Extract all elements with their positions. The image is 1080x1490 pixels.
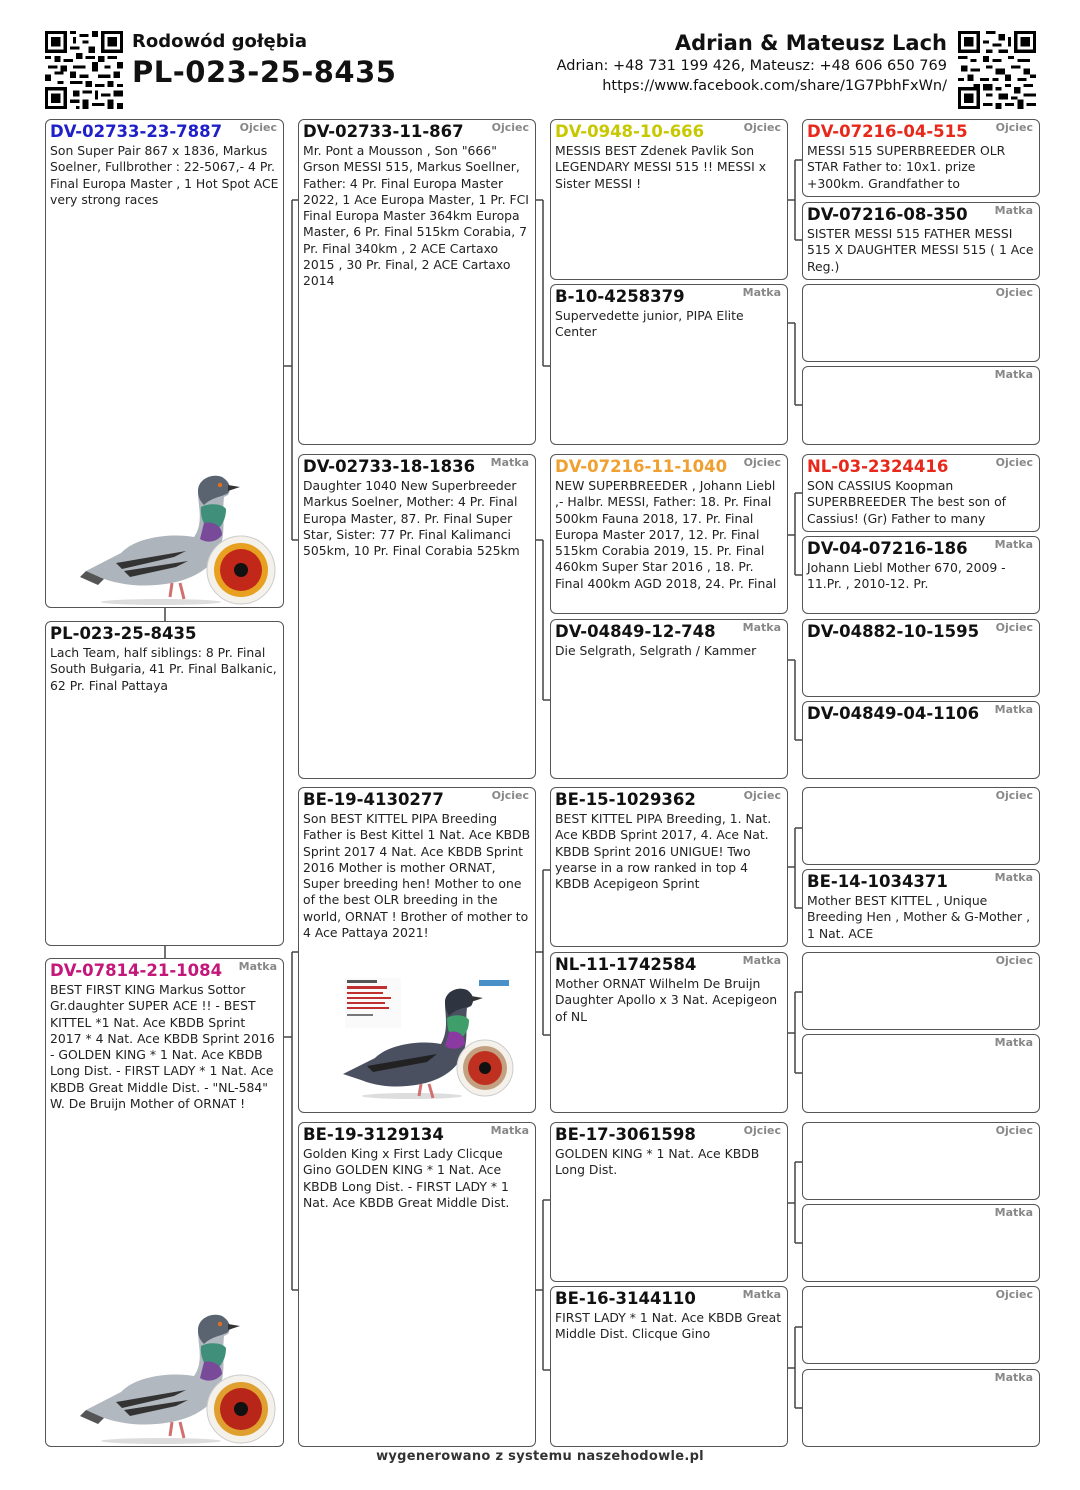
sex-label: Ojciec (995, 286, 1033, 299)
card-gen4-10[interactable] (802, 869, 1040, 947)
description: Son Super Pair 867 x 1836, Markus Soelner, Fullbrother : 22-5067,- 4 Pr. Final Europa Master , 1 Hot Spot ACE very strong races (50, 143, 279, 207)
pigeon-photo (76, 1304, 276, 1446)
ring-number: NL-03-2324416 (807, 457, 949, 476)
sex-label: Matka (994, 1371, 1033, 1384)
description: Supervedette junior, PIPA Elite Center (555, 308, 744, 340)
ring-number: DV-02733-23-7887 (50, 122, 223, 141)
card-gen4-12[interactable] (802, 1034, 1040, 1113)
description: Mother ORNAT Wilhelm De Bruijn Daughter Apollo x 3 Nat. Acepigeon of NL (555, 976, 778, 1024)
card-paternal-grandfather[interactable] (298, 119, 536, 445)
description: Golden King x First Lady Clicque Gino GOLDEN KING * 1 Nat. Ace KBDB Long Dist. - FIRST LADY * 1 Nat. Ace KBDB Great Middle Dist. (303, 1146, 510, 1210)
ring-number: BE-16-3144110 (555, 1289, 696, 1308)
ring-number: DV-04849-12-748 (555, 622, 716, 641)
breeder-phones: Adrian: +48 731 199 426, Mateusz: +48 606 650 769 (556, 58, 947, 74)
ring-number: NL-11-1742584 (555, 955, 697, 974)
card-ggen3-ffm[interactable] (550, 284, 788, 445)
sex-label: Matka (994, 1206, 1033, 1219)
footer-credit: wygenerowano z systemu naszehodowle.pl (376, 1449, 704, 1464)
ring-number: DV-07216-08-350 (807, 205, 968, 224)
description: Johann Liebl Mother 670, 2009 - 11.Pr. , 2010-12. Pr. (807, 560, 1006, 592)
description: SISTER MESSI 515 FATHER MESSI 515 X DAUGHTER MESSI 515 ( 1 Ace Reg.) (807, 226, 1034, 274)
sex-label: Ojciec (743, 456, 781, 469)
ring-number: BE-17-3061598 (555, 1125, 696, 1144)
description: GOLDEN KING * 1 Nat. Ace KBDB Long Dist. (555, 1146, 760, 1178)
sex-label: Ojciec (995, 954, 1033, 967)
description: Daughter 1040 New Superbreeder Markus Soelner, Mother: 4 Pr. Final Europa Master, 87. Pr. Final Super Star, Sister: 77 Pr. Final Kalimanci 505km, 10 Pr. Final Corabia 525km (303, 478, 520, 559)
subject-ring-number: PL-023-25-8435 (132, 55, 397, 89)
sex-label: Ojciec (743, 789, 781, 802)
card-gen4-15[interactable] (802, 1286, 1040, 1364)
card-gen4-1[interactable] (802, 119, 1040, 197)
description: FIRST LADY * 1 Nat. Ace KBDB Great Middle Dist. Clicque Gino (555, 1310, 782, 1342)
description: MESSI 515 SUPERBREEDER OLR STAR Father to: 10x1. prize +300km. Grandfather to (807, 143, 1006, 191)
description: Lach Team, half siblings: 8 Pr. Final South Bułgaria, 41 Pr. Final Balkanic, 62 Pr. Final Pattaya (50, 645, 277, 693)
breeder-name: Adrian & Mateusz Lach (674, 31, 947, 55)
sex-label: Ojciec (491, 121, 529, 134)
sex-label: Ojciec (995, 621, 1033, 634)
description: SON CASSIUS Koopman SUPERBREEDER The best son of Cassius! (Gr) Father to many (807, 478, 1007, 526)
ring-number: DV-04-07216-186 (807, 539, 968, 558)
pigeon-photo (337, 974, 517, 1102)
sex-label: Matka (994, 538, 1033, 551)
card-gen4-8[interactable] (802, 701, 1040, 779)
card-paternal-grandmother[interactable] (298, 454, 536, 779)
sex-label: Matka (994, 703, 1033, 716)
sex-label: Ojciec (239, 121, 277, 134)
card-mother[interactable] (45, 958, 284, 1447)
breeder-url[interactable]: https://www.facebook.com/share/1G7PbhFxWn/ (602, 78, 947, 94)
description: Die Selgrath, Selgrath / Kammer (555, 643, 757, 658)
description: Mr. Pont a Mousson , Son "666" Grson MESSI 515, Markus Soellner, Father: 4 Pr. Final Europa Master 2022, 1 Ace Europa Master, 1 Pr. FCI Final Europa Master 364km Europa Master, 6 Pr. Final 515km Corabia, 7 Pr. Final 340km , 2 ACE Cartaxo 2015 , 30 Pr. Final, 2 ACE Cartaxo 2014 (303, 143, 529, 289)
card-ggen3-mmf[interactable] (550, 1122, 788, 1282)
ring-number: B-10-4258379 (555, 287, 685, 306)
sex-label: Ojciec (743, 1124, 781, 1137)
ring-number: PL-023-25-8435 (50, 624, 197, 643)
description: Son BEST KITTEL PIPA Breeding Father is Best Kittel 1 Nat. Ace KBDB Sprint 2017 4 Nat. Ace KBDB Sprint 2016 Mother is mother ORNAT, Super breeding hen! Mother to one of the best OLR breeding in the world, ORNAT ! Brother of mother to 4 Ace Pattaya 2021! (303, 811, 531, 941)
document-title: Rodowód gołębia (132, 31, 307, 52)
sex-label: Ojciec (995, 1288, 1033, 1301)
sex-label: Ojciec (743, 121, 781, 134)
ring-number: BE-14-1034371 (807, 872, 948, 891)
sex-label: Ojciec (491, 789, 529, 802)
sex-label: Matka (742, 954, 781, 967)
sex-label: Ojciec (995, 121, 1033, 134)
card-ggen3-fmf[interactable] (550, 454, 788, 614)
card-gen4-5[interactable] (802, 454, 1040, 532)
sex-label: Matka (994, 871, 1033, 884)
pigeon-photo (76, 465, 276, 607)
sex-label: Ojciec (995, 1124, 1033, 1137)
sex-label: Matka (994, 368, 1033, 381)
card-gen4-6[interactable] (802, 536, 1040, 614)
card-ggen3-fmm[interactable] (550, 619, 788, 779)
ring-number: DV-07216-04-515 (807, 122, 968, 141)
sex-label: Matka (742, 1288, 781, 1301)
description: NEW SUPERBREEDER , Johann Liebl ,- Halbr. MESSI, Father: 18. Pr. Final 500km Fauna 2018, 17. Pr. Final Europa Master 2017, 12. Pr. Final 515km Corabia 2019, 15. Pr. Final 460km Super Star 2016 , 18. Pr. Final 400km AGD 2018, 24. Pr. Final (555, 478, 777, 591)
ring-number: DV-04882-10-1595 (807, 622, 980, 641)
description: Mother BEST KITTEL , Unique Breeding Hen , Mother & G-Mother , 1 Nat. ACE (807, 893, 1031, 941)
description: BEST KITTEL PIPA Breeding, 1. Nat. Ace KBDB Sprint 2017, 4. Ace Nat. KBDB Sprint 2016 UNIGUE! Two yearse in a row ranked in top 4 KBDB Acepigeon Sprint (555, 811, 772, 892)
card-ggen3-mmm[interactable] (550, 1286, 788, 1447)
ring-number: BE-19-3129134 (303, 1125, 444, 1144)
card-gen4-14[interactable] (802, 1204, 1040, 1282)
card-gen4-11[interactable] (802, 952, 1040, 1030)
ring-number: BE-19-4130277 (303, 790, 444, 809)
sex-label: Matka (742, 621, 781, 634)
ring-number: DV-02733-11-867 (303, 122, 464, 141)
card-ggen3-fff[interactable] (550, 119, 788, 280)
card-ggen3-mfm[interactable] (550, 952, 788, 1113)
ring-number: DV-07814-21-1084 (50, 961, 223, 980)
sex-label: Matka (994, 1036, 1033, 1049)
description: BEST FIRST KING Markus Sottor Gr.daughter SUPER ACE !! - BEST KITTEL *1 Nat. Ace KBDB Sprint 2017 * 4 Nat. Ace KBDB Sprint 2016 - GOLDEN KING * 1 Nat. Ace KBDB Long Dist. - FIRST LADY * 1 Nat. Ace KBDB Great Middle Dist. - "NL-584" W. De Bruijn Mother of ORNAT ! (50, 982, 275, 1112)
card-maternal-grandmother[interactable] (298, 1122, 536, 1447)
sex-label: Ojciec (995, 456, 1033, 469)
ring-number: DV-02733-18-1836 (303, 457, 476, 476)
card-gen4-13[interactable] (802, 1122, 1040, 1200)
sex-label: Matka (490, 456, 529, 469)
card-gen4-9[interactable] (802, 787, 1040, 865)
ring-number: BE-15-1029362 (555, 790, 696, 809)
card-gen4-2[interactable] (802, 202, 1040, 280)
sex-label: Matka (994, 204, 1033, 217)
sex-label: Matka (742, 286, 781, 299)
ring-number: DV-0948-10-666 (555, 122, 705, 141)
card-father[interactable] (45, 119, 284, 608)
description: MESSIS BEST Zdenek Pavlik Son LEGENDARY MESSI 515 !! MESSI x Sister MESSI ! (555, 143, 767, 191)
sex-label: Ojciec (995, 789, 1033, 802)
ring-number: DV-04849-04-1106 (807, 704, 980, 723)
ring-number: DV-07216-11-1040 (555, 457, 728, 476)
card-gen4-3[interactable] (802, 284, 1040, 362)
card-subject[interactable] (45, 621, 284, 946)
sex-label: Matka (490, 1124, 529, 1137)
card-gen4-7[interactable] (802, 619, 1040, 697)
card-gen4-16[interactable] (802, 1369, 1040, 1447)
card-ggen3-mff[interactable] (550, 787, 788, 947)
sex-label: Matka (238, 960, 277, 973)
card-maternal-grandfather[interactable] (298, 787, 536, 1113)
card-gen4-4[interactable] (802, 366, 1040, 445)
